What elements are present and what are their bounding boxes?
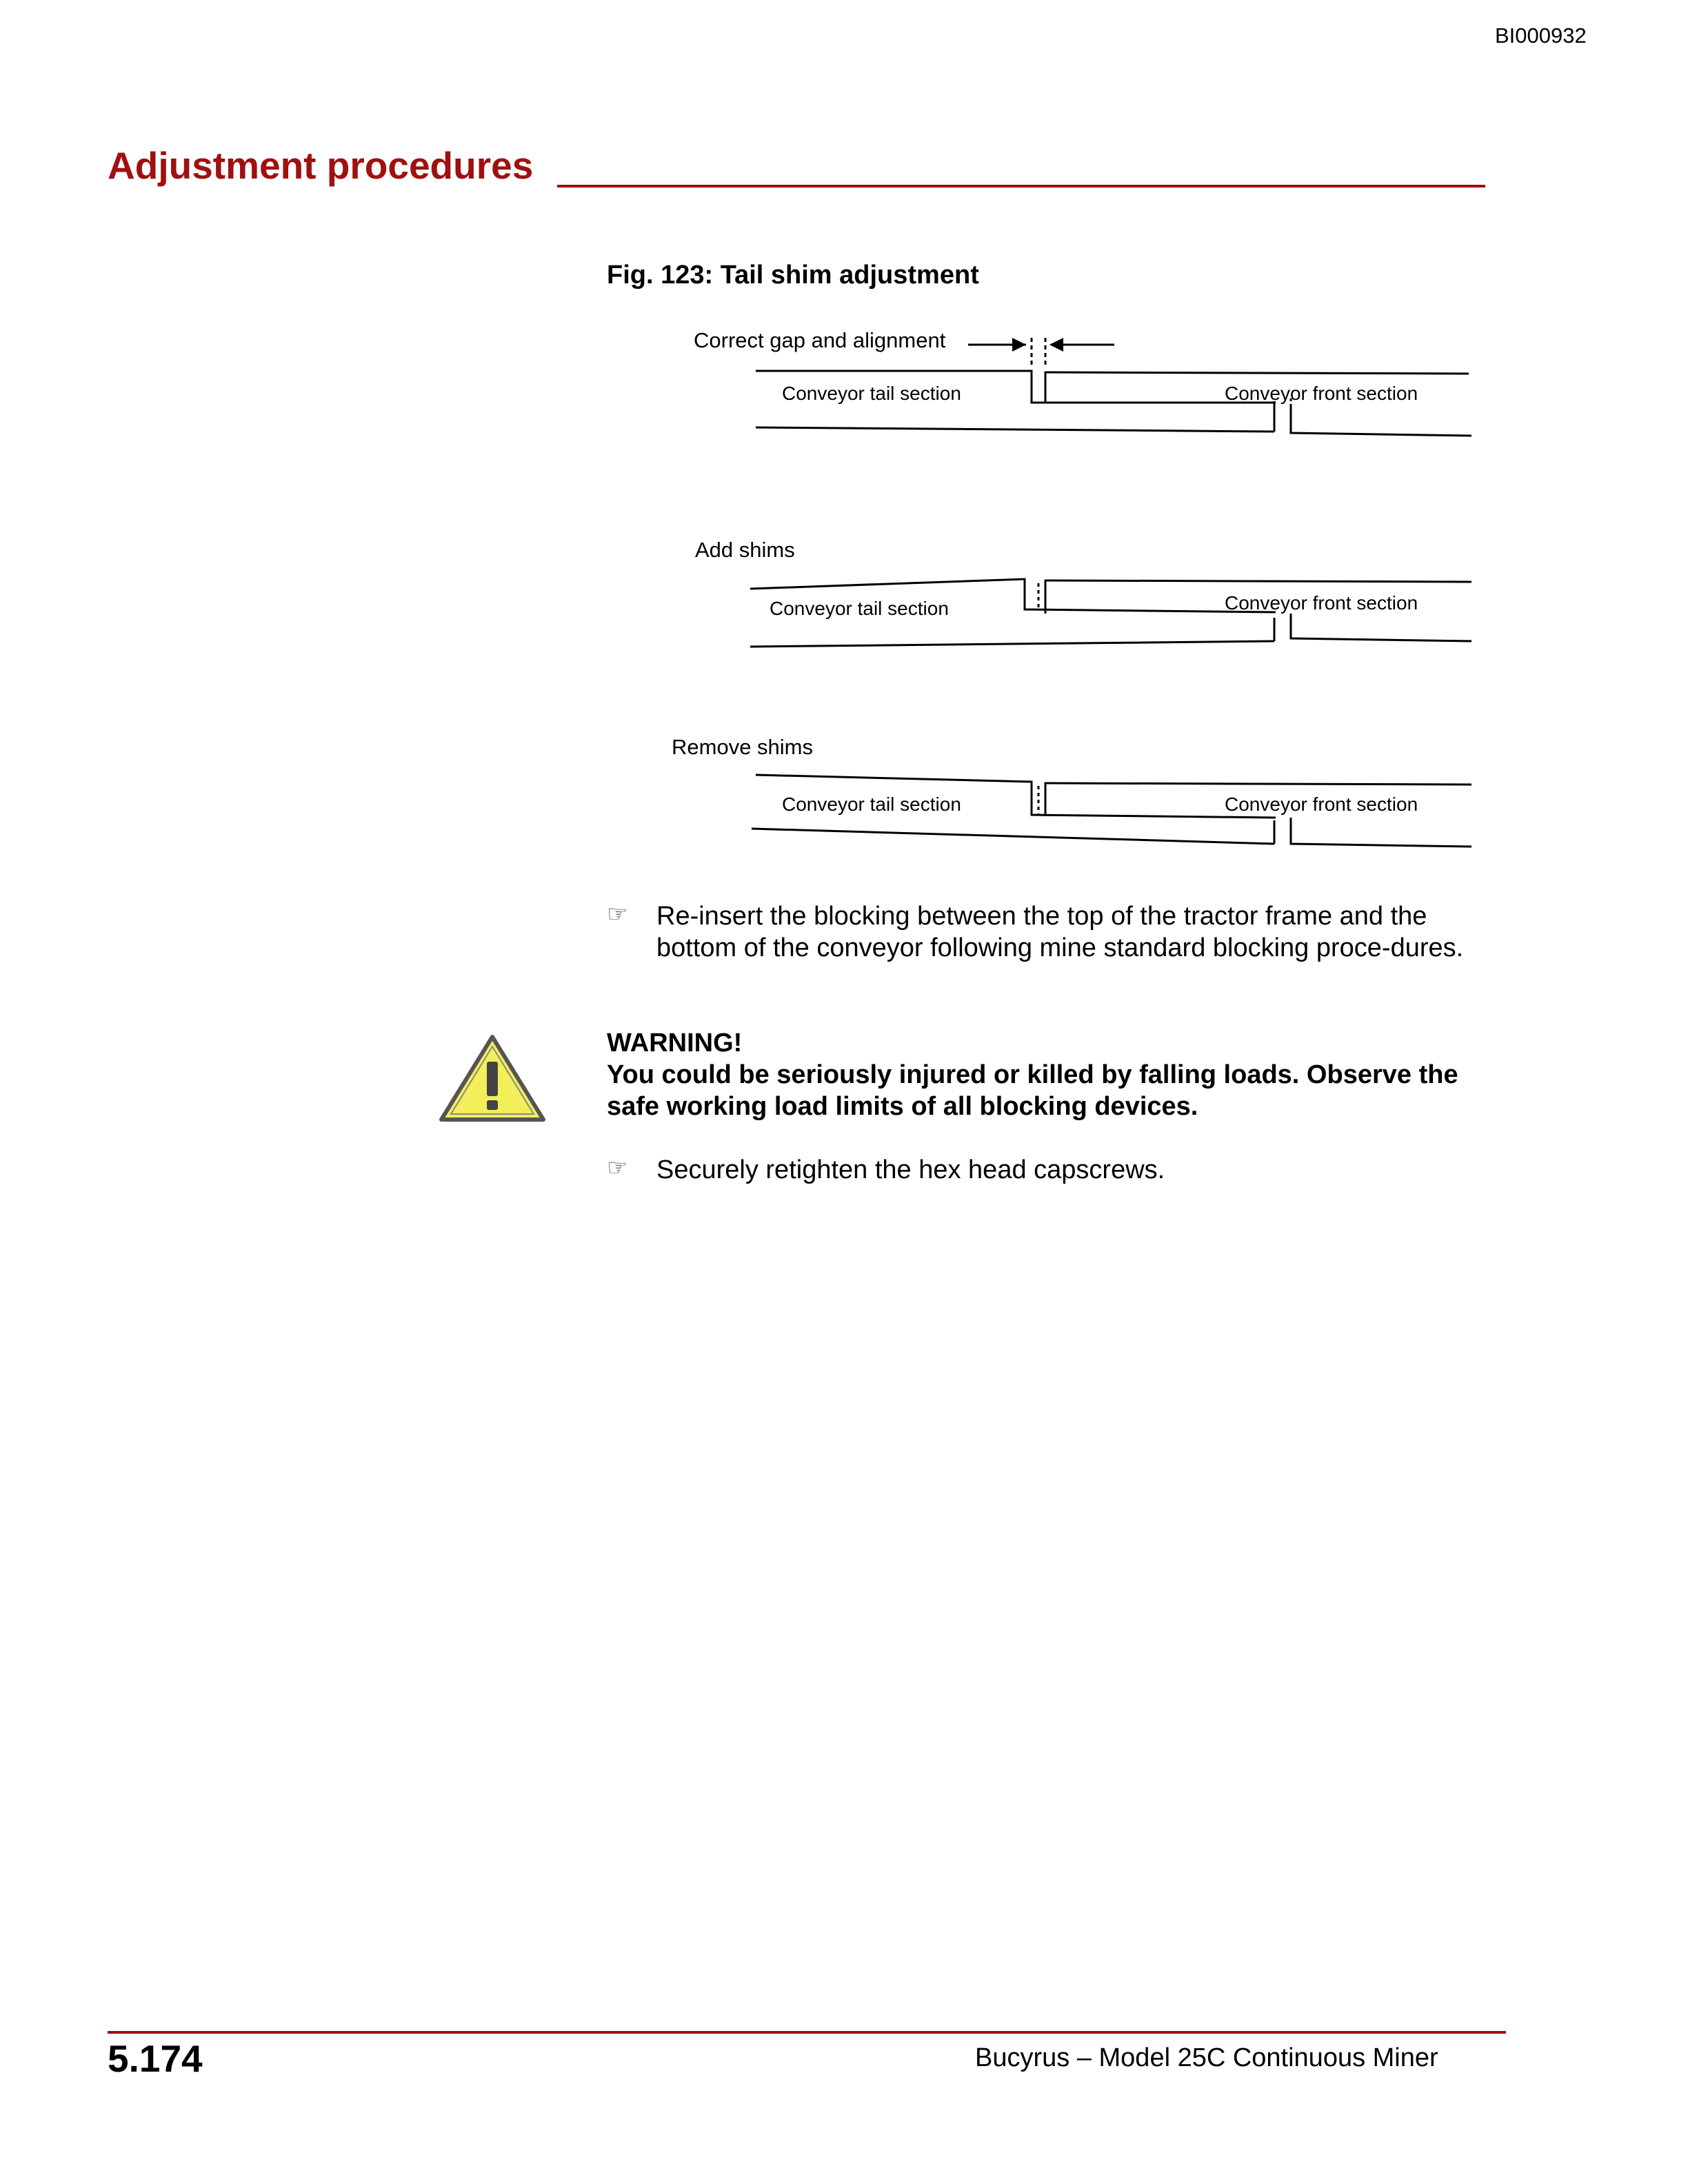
warning-triangle-icon: [439, 1033, 546, 1124]
step-retighten-capscrews: Securely retighten the hex head capscrews.: [656, 1155, 1165, 1184]
footer-title: Bucyrus – Model 25C Continuous Miner: [975, 2043, 1438, 2072]
document-id: BI000932: [1495, 23, 1587, 48]
warning-block: [607, 1027, 1489, 1122]
hand-pointer-icon: ☞: [607, 1155, 628, 1181]
front-section-label: Conveyor front section: [1225, 793, 1418, 815]
figure-caption: Fig. 123: Tail shim adjustment: [607, 261, 979, 290]
panel-label: Add shims: [695, 538, 795, 562]
front-section-label: Conveyor front section: [1225, 592, 1418, 614]
footer-rule: [108, 2031, 1506, 2034]
tail-section-label: Conveyor tail section: [782, 383, 961, 404]
warning-title: WARNING!: [607, 1029, 743, 1058]
title-rule: [557, 185, 1485, 188]
page-number: 5.174: [108, 2037, 203, 2080]
hand-pointer-icon: ☞: [607, 901, 628, 927]
tail-section-label: Conveyor tail section: [770, 598, 949, 619]
section-title: Adjustment procedures: [108, 144, 534, 187]
tail-shim-figure: [655, 317, 1483, 869]
warning-text: You could be seriously injured or killed by falling loads. Observe the safe working load limits of all blocking devices.: [607, 1060, 1458, 1121]
gap-arrow-left-head: [1012, 338, 1026, 352]
tail-section-label: Conveyor tail section: [782, 793, 961, 815]
panel-label: Remove shims: [672, 735, 813, 759]
front-section-label: Conveyor front section: [1225, 383, 1418, 404]
step-reinsert-blocking: Re-insert the blocking between the top of the tractor frame and the bottom of the conveyor following mine standard blocking proce-dures.: [656, 902, 1464, 962]
panel-label: Correct gap and alignment: [694, 328, 946, 352]
